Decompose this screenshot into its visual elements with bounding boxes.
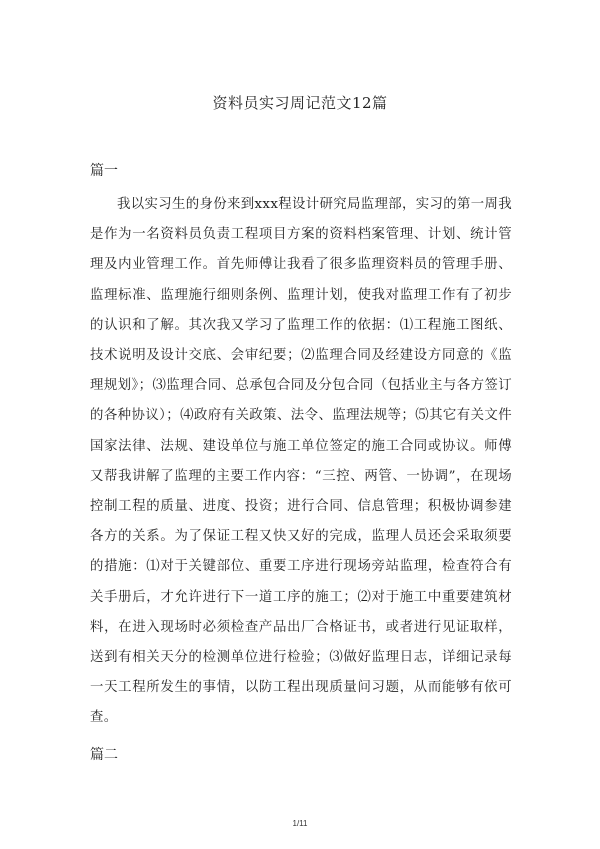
section-1-body: 我以实习生的身份来到xxx程设计研究局监理部，实习的第一周我是作为一名资料员负责工程项目方案的资料档案管理、计划、统计管理及内业管理工作。首先师傅让我看了很多监理资料员的管理手册、监理标准、监理施行细则条例、监理计划，使我对监理工作有了初步的认识和了解。其次我又学习了监理工作的依据：⑴工程施工图纸、技术说明及设计交底、会审纪要；⑵监理合同及经建设方同意的《监理规划》；⑶监理合同、总承包合同及分包合同（包括业主与各方签订的各种协议）；⑷政府有关政策、法令、监理法规等；⑸其它有关文件国家法律、法规、建设单位与施工单位签定的施工合同或协议。师傅又帮我讲解了监理的主要工作内容：“三控、两管、一协调”，在现场控制工程的质量、进度、投资；进行合同、信息管理；积极协调参建各方的关系。为了保证工程又快又好的完成，监理人员还会采取须要的措施：⑴对于关键部位、重要工序进行现场旁站监理，检查符合有关手册后，才允许进行下一道工序的施工；⑵对于施工中重要建筑材料，在进入现场时必须检查产品出厂合格证书，或者进行见证取样，送到有相关天分的检测单位进行检验；⑶做好监理日志，详细记录每一天工程所发生的事情，以防工程出现质量问习题，从而能够有依可查。 <box>90 197 512 726</box>
document-title: 资料员实习周记范文12篇 <box>212 94 388 112</box>
section-heading-2: 篇二 <box>90 747 118 763</box>
page-number: 1/11 <box>292 819 308 828</box>
section-heading-1: 篇一 <box>90 163 118 179</box>
